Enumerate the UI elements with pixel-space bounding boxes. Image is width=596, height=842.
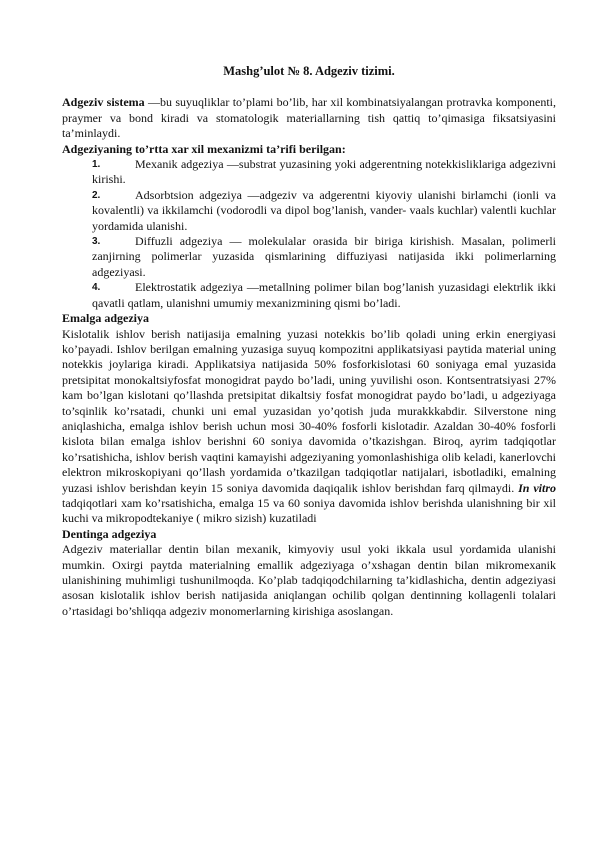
intro-text: —bu suyuqliklar to’plami bo’lib, har xil kombinatsiyalangan protravka komponenti, praymer va bond kiradi va stomatologik materiallarning tish qattiq to’qimasiga fiksatsiyasini ta’minlaydi. — [62, 95, 556, 141]
dentin-heading: Dentinga adgeziya — [62, 526, 157, 541]
enamel-text-after: tadqiqotlari xam ko’rsatishicha, emalga 15 va 60 soniya davomida ishlov berishda ulanishning bir xil kuchi va mikropodtekaniye ( mikro sizish) kuzatiladi — [62, 495, 556, 526]
mechanism-item — [62, 234, 556, 280]
enamel-text-before: Kislotalik ishlov berish natijasija emalning yuzasi notekkis bo’lib qoladi uning erkin energiyasi ko’payadi. Ishlov berilgan emalning yuzasiga suyuq kompozitni applikatsiyasi paytida material uning notekkis joylariga kiradi. Applikatsiya natijasida 50% fosforkislotasi 60 soniyaga emal yuzasida pretsipitat monokaltsiyfosfat monogidrat paydo bo’ladi, uning yuvilishi oson. Kontsentratsiyasi 27% kam bo’lgan kislotani qo’llashda pretsipitat dikaltsiy fosfat monogidrat paydo bo’ladi, u adgeziyaga to’sqinlik ko’rsatadi, chunki uni emal yuzasidan yo’qotish juda murakkkabdir. Silverstone ning aniqlashicha, emalga ishlov berish uchun mosi 30-40% fosforli kislotadir. Azaldan 30-40% fosforli kislota bilan emalga ishlov berishni 60 soniya davomida o’tkazishgan. Biroq, ayrim tadqiqotlar ko’rsatishicha, ishlov berish vaqtini kamayishi adgeziyaning yomonlashishiga olib keladi, kanerlovchi elektron mikroskopiyani qo’llash yordamida o’tkazilgan tadqiqotlar natijalari, isbotladiki, emalning yuzasi ishlov berishdan keyin 15 soniya davomida daqiqalik ishlov berishdan farq qilmaydi. — [62, 326, 556, 495]
mechanism-text: Adsorbtsion adgeziya —adgeziv va adgerentni kiyoviy ulanishi birlamchi (ionli va kovalentli) va ikkilamchi (vodorodli va dipol bog’lanish, vander- vaals kuchlar) valentli kuchlar yordamida ulanishi. — [92, 187, 556, 233]
mechanism-text: Diffuzli adgeziya — molekulalar orasida bir biriga kirishish. Masalan, polimerli zanjirning polimerlar yuzasida qismlarining diffuziyasi natijasida ikki polimerlarning adgeziyasi. — [92, 234, 556, 279]
intro-paragraph — [62, 95, 556, 141]
mechanism-heading: Adgeziyaning to’rtta xar xil mexanizmi ta’rifi berilgan: — [62, 141, 346, 156]
mechanism-number: 2. — [92, 189, 101, 201]
mechanism-text: Elektrostatik adgeziya —metallning polimer bilan bog’lanish yuzasidagi elektrlik ikki qavatli qatlam, ulanishni umumiy mexanizmining qismi bo’ladi. — [92, 280, 556, 310]
mechanism-item — [62, 280, 556, 311]
mechanism-item — [62, 157, 556, 188]
mechanism-list — [62, 157, 556, 311]
enamel-paragraph — [62, 327, 556, 527]
document-page — [62, 64, 556, 619]
document-title: Mashg’ulot № 8. Adgeziv tizimi. — [223, 64, 395, 78]
enamel-heading: Emalga adgeziya — [62, 311, 149, 326]
in-vitro-term: In vitro — [518, 480, 556, 495]
dentin-paragraph: Adgeziv materiallar dentin bilan mexanik, kimyoviy usul yoki ikkala usul yordamida ulanishi mumkin. Oxirgi paytda materialning emallik adgeziyaga o’xshagan dentin bilan mikromexanik ulanishining muhimligi tushunilmoqda. Ko’plab tadqiqodchilarning ta’kidlashicha, dentin adgeziyasi asosan kislotalik ishlov berish natijasida aniqlangan ochilib qolgan dentinning kollagenli tolalari o’rtasidagi bo’shliqqa adgeziv monomerlarning kirishiga asoslangan. — [62, 542, 556, 618]
mechanism-number: 1. — [92, 159, 101, 171]
intro-term: Adgeziv sistema — [62, 95, 145, 110]
mechanism-item — [62, 188, 556, 234]
mechanism-text: Mexanik adgeziya —substrat yuzasining yoki adgerentning notekkisliklariga adgezivni kirishi. — [92, 157, 556, 187]
mechanism-number: 4. — [92, 282, 101, 294]
mechanism-number: 3. — [92, 236, 101, 248]
